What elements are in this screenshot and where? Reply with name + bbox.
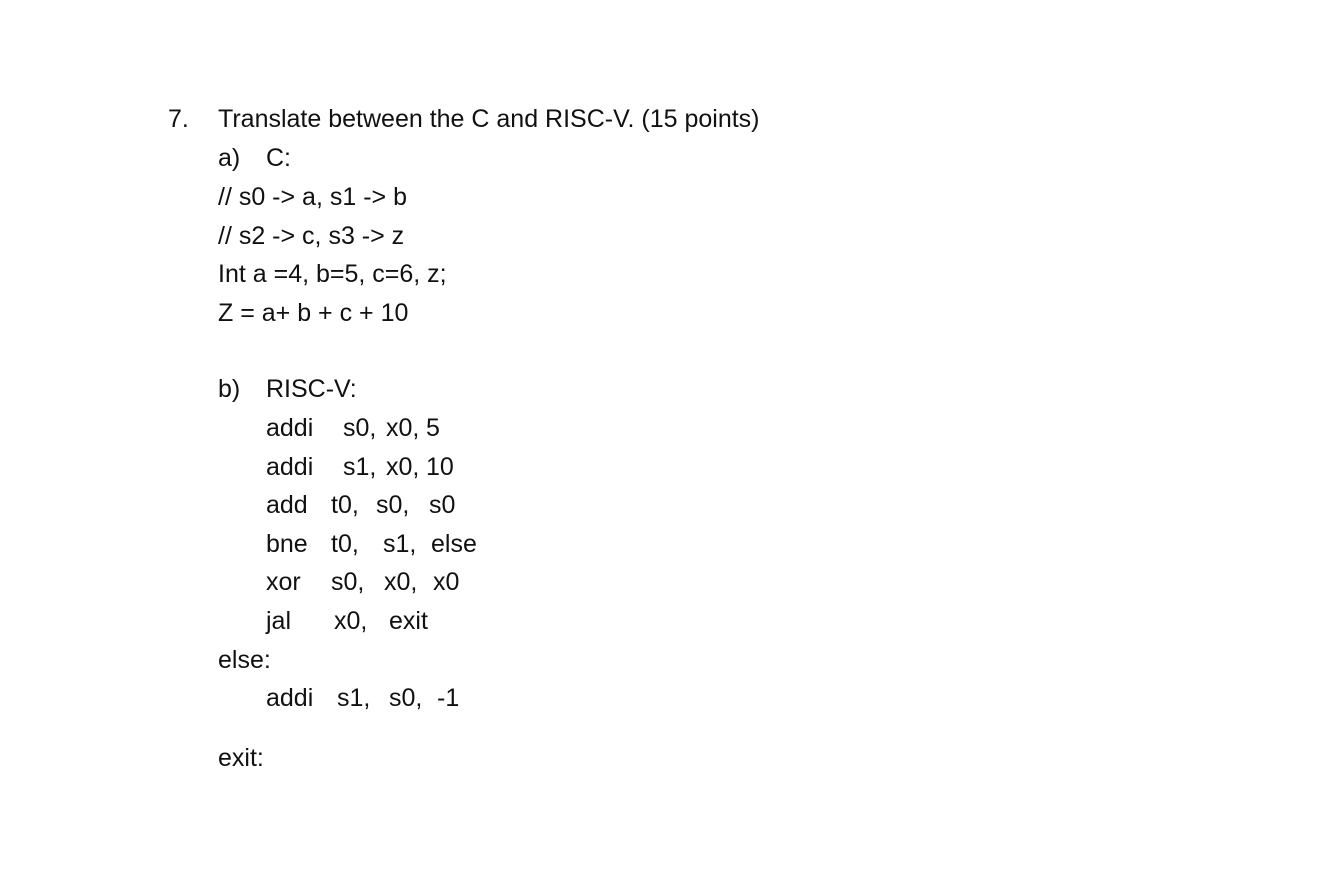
c-code-line: // s0 -> a, s1 -> b	[218, 183, 407, 211]
asm-operand: x0,	[386, 414, 420, 442]
asm-operand: t0,	[331, 491, 359, 519]
asm-instruction	[266, 529, 477, 559]
asm-opcode: bne	[266, 530, 308, 558]
asm-operand: exit	[389, 607, 428, 635]
asm-instruction	[266, 567, 460, 597]
asm-opcode: add	[266, 491, 308, 519]
c-code-line: Int a =4, b=5, c=6, z;	[218, 260, 447, 288]
asm-operand: x0,	[384, 568, 418, 596]
asm-operand: x0,	[386, 453, 420, 481]
asm-opcode: addi	[266, 414, 314, 442]
c-code-line: Z = a+ b + c + 10	[218, 299, 409, 327]
asm-operand: 5	[426, 414, 440, 442]
asm-operand: else	[431, 530, 477, 558]
part-a-heading: C:	[266, 144, 291, 172]
asm-opcode: jal	[266, 607, 292, 635]
asm-operand: -1	[437, 684, 460, 712]
asm-operand: s0,	[331, 568, 365, 596]
asm-operand: s1,	[343, 453, 377, 481]
exit-label: exit:	[218, 744, 264, 772]
c-code-line: // s2 -> c, s3 -> z	[218, 222, 405, 250]
part-a-label: a)	[218, 144, 241, 172]
asm-opcode: xor	[266, 568, 301, 596]
asm-operand: t0,	[331, 530, 359, 558]
asm-operand: s0	[429, 491, 456, 519]
else-label: else:	[218, 646, 271, 674]
asm-operand: s1,	[383, 530, 417, 558]
asm-instruction	[266, 490, 456, 520]
part-b-label: b)	[218, 375, 241, 403]
asm-operand: x0	[433, 568, 460, 596]
question-number: 7.	[168, 105, 189, 133]
asm-operand: s0,	[389, 684, 423, 712]
asm-operand: 10	[426, 453, 454, 481]
asm-operand: s0,	[343, 414, 377, 442]
asm-operand: x0,	[334, 607, 368, 635]
asm-opcode: addi	[266, 453, 314, 481]
part-b-heading: RISC-V:	[266, 375, 357, 403]
asm-instruction	[266, 683, 460, 713]
question-title: Translate between the C and RISC-V. (15 points)	[218, 105, 760, 133]
asm-operand: s1,	[337, 684, 371, 712]
asm-opcode: addi	[266, 684, 314, 712]
asm-instruction	[266, 606, 428, 636]
asm-instruction	[266, 413, 440, 443]
asm-operand: s0,	[376, 491, 410, 519]
asm-instruction	[266, 452, 454, 482]
